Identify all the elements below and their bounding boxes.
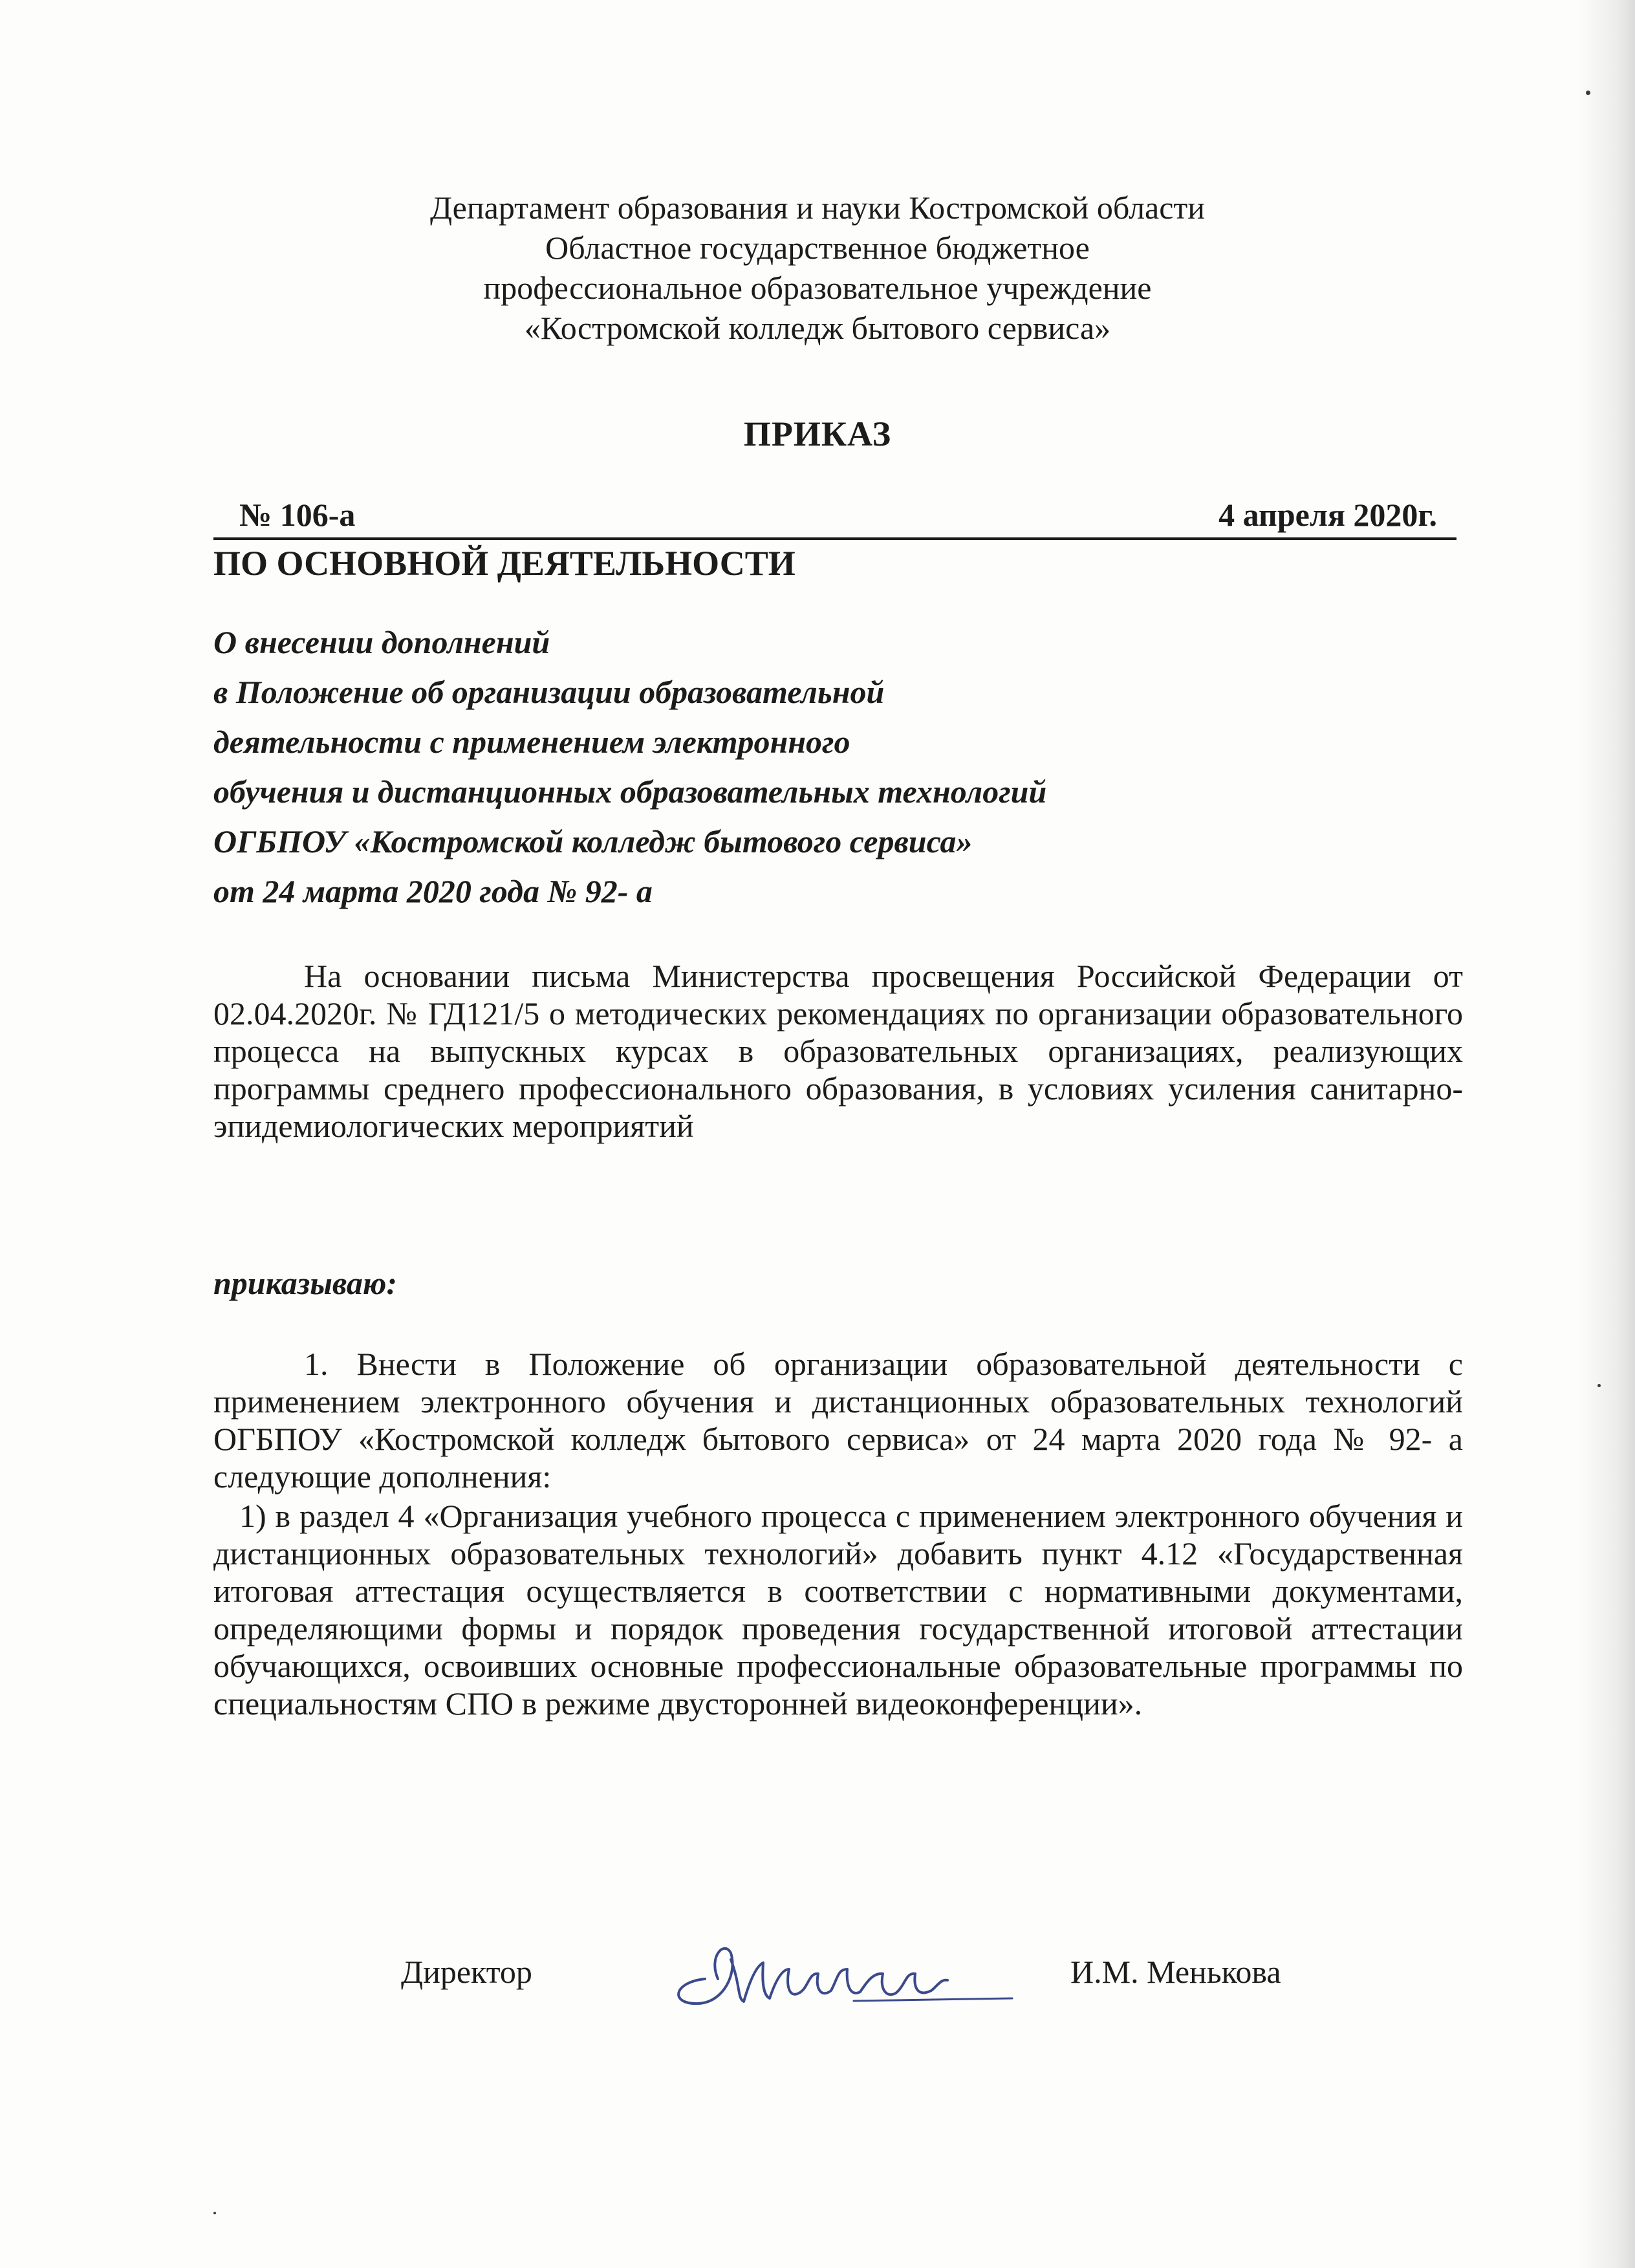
header-line-type: Областное государственное бюджетное [545,230,1090,266]
signatory-name: И.М. Менькова [1070,1954,1281,1990]
order-date: 4 апреля 2020г. [1218,497,1437,533]
order-item-1: 1. Внести в Положение об организации образовательной деятельности с применением электронного обучения и дистанционных образовательных технологий ОГБПОУ «Костромской колледж бытового сервиса» от 24 марта 2020 года № 92- а следующие дополнения: [213,1346,1463,1495]
subitem-text: 1) в раздел 4 «Организация учебного процесса с применением электронного обучения и дистанционных образовательных технологий» добавить пункт 4.12 «Государственная итоговая аттестация осуществляется в соответствии с нормативными документами, определяющими формы и порядок проведения государственной итоговой аттестации обучающихся, освоивших основные профессиональные образовательные программы по специальностям СПО в режиме двусторонней видеоконференции». [213,1498,1463,1722]
document-title: ПРИКАЗ [743,415,892,453]
order-subject [213,618,1046,916]
signature-block [0,1934,1635,2024]
organization-header [0,188,1635,348]
subject-line: О внесении дополнений [213,624,550,660]
basis-paragraph: На основании письма Министерства просвещения Российской Федерации от 02.04.2020г. № ГД121/5 о методических рекомендациях по организации образовательного процесса на выпускных курсах в образовательных организациях, реализующих программы среднего профессионального образования, в условиях усиления санитарно-эпидемиологических мероприятий [213,958,1463,1144]
scan-speck [1597,1384,1601,1387]
subject-line: деятельности с применением электронного [213,724,850,760]
subject-line: от 24 марта 2020 года № 92- а [213,873,653,909]
header-line-department: Департамент образования и науки Костромской области [429,189,1206,226]
scan-speck [1586,91,1590,95]
subject-line: ОГБПОУ «Костромской колледж бытового сервиса» [213,823,973,859]
scan-speck [213,2212,216,2214]
order-subitem-1 [213,1497,1463,1722]
handwritten-signature [660,1934,1022,2018]
order-word: приказываю: [213,1265,398,1301]
header-line-institution: профессиональное образовательное учреждение [483,270,1152,306]
signatory-role: Директор [401,1954,532,1990]
order-number-line [213,495,1456,540]
subject-line: обучения и дистанционных образовательных технологий [213,773,1047,810]
order-number: № 106-а [239,497,356,533]
subject-line: в Положение об организации образовательной [213,674,885,710]
order-section: ПО ОСНОВНОЙ ДЕЯТЕЛЬНОСТИ [213,544,796,583]
header-line-college-name: «Костромской колледж бытового сервиса» [524,310,1111,346]
